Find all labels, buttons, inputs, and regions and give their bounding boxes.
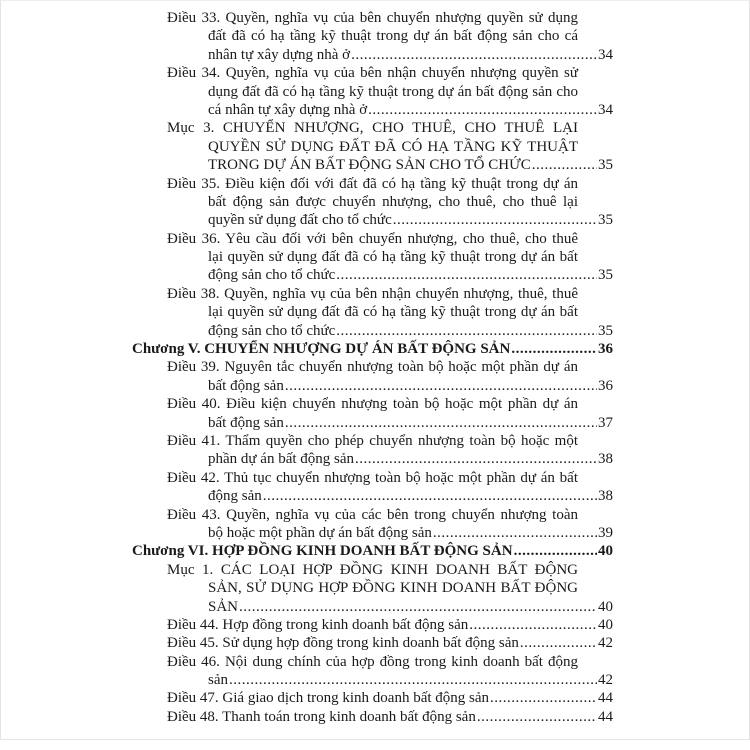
toc-entry[interactable]	[0, 358, 750, 395]
page-number: 40	[598, 598, 613, 615]
toc-entry-text: Mục 1. CÁC LOẠI HỢP ĐỒNG KINH DOANH BẤT ĐỘNG	[167, 561, 578, 578]
page-number: 35	[598, 267, 613, 284]
toc-entry-text: Điều 47. Giá giao dịch trong kinh doanh bất động sản	[167, 690, 490, 707]
toc-entry[interactable]	[0, 708, 750, 726]
page-number: 34	[598, 46, 613, 63]
table-of-contents	[0, 9, 750, 726]
toc-entry[interactable]	[0, 175, 750, 230]
toc-line	[167, 358, 578, 376]
toc-line	[208, 671, 613, 689]
toc-entry[interactable]	[0, 634, 750, 652]
dot-leader	[336, 266, 597, 284]
dot-leader	[239, 598, 597, 616]
dot-leader	[393, 211, 597, 229]
toc-line	[208, 487, 613, 505]
toc-line	[208, 414, 613, 432]
toc-entry-text: Điều 38. Quyền, nghĩa vụ của bên nhận chuyển nhượng, thuê, thuê	[167, 285, 578, 302]
dot-leader	[520, 634, 597, 652]
toc-entry-text: động sản	[208, 488, 262, 505]
toc-line	[167, 561, 578, 579]
toc-entry-text: SẢN, SỬ DỤNG HỢP ĐỒNG KINH DOANH BẤT ĐỘNG	[208, 580, 578, 597]
toc-line	[208, 156, 613, 174]
toc-entry-text: TRONG DỰ ÁN BẤT ĐỘNG SẢN CHO TỔ CHỨC	[208, 157, 531, 174]
toc-line	[208, 579, 578, 597]
toc-line	[167, 175, 578, 193]
page-number: 38	[598, 451, 613, 468]
dot-leader	[368, 101, 597, 119]
toc-entry[interactable]	[0, 64, 750, 119]
toc-entry-text: Điều 46. Nội dung chính của hợp đồng trong kinh doanh bất động	[167, 653, 578, 670]
toc-entry[interactable]	[0, 395, 750, 432]
page-number: 42	[598, 635, 613, 652]
toc-entry-text: Điều 48. Thanh toán trong kinh doanh bất động sản	[167, 708, 476, 725]
dot-leader	[229, 671, 597, 689]
toc-line	[167, 653, 578, 671]
page-number: 37	[598, 414, 613, 431]
toc-line	[208, 450, 613, 468]
page-number: 38	[598, 488, 613, 505]
toc-entry[interactable]	[0, 285, 750, 340]
toc-line	[208, 138, 578, 156]
dot-leader	[336, 322, 597, 340]
toc-entry[interactable]	[0, 689, 750, 707]
toc-entry[interactable]	[0, 432, 750, 469]
toc-line	[167, 9, 578, 27]
toc-entry-text: bất động sản	[208, 377, 284, 394]
toc-line	[167, 689, 613, 707]
toc-entry-text: Điều 44. Hợp đồng trong kinh doanh bất động sản	[167, 616, 469, 633]
toc-entry-text: động sản cho tổ chức	[208, 322, 336, 339]
toc-line	[167, 119, 578, 137]
toc-entry-text: Điều 34. Quyền, nghĩa vụ của bên nhận chuyển nhượng quyền sử	[167, 65, 578, 82]
toc-entry[interactable]	[0, 9, 750, 64]
toc-entry-text: Mục 3. CHUYỂN NHƯỢNG, CHO THUÊ, CHO THUÊ LẠI	[167, 120, 578, 137]
toc-entry-text: lại quyền sử dụng đất đã có hạ tầng kỹ thuật trong dự án bất	[208, 304, 578, 321]
toc-line	[132, 542, 613, 560]
page-number: 40	[598, 543, 613, 560]
toc-line	[167, 634, 613, 652]
toc-line	[167, 506, 578, 524]
toc-entry-text: Điều 45. Sử dụng hợp đồng trong kinh doanh bất động sản	[167, 635, 519, 652]
toc-entry-text: phần dự án bất động sản	[208, 451, 355, 468]
toc-entry-text: bất động sản được chuyển nhượng, cho thuê, cho thuê lại	[208, 193, 578, 210]
toc-entry[interactable]	[0, 230, 750, 285]
page-number: 44	[598, 690, 613, 707]
toc-line	[208, 193, 578, 211]
page-number: 35	[598, 322, 613, 339]
dot-leader	[511, 340, 597, 358]
toc-line	[208, 598, 613, 616]
toc-entry[interactable]	[0, 561, 750, 616]
page-number: 34	[598, 101, 613, 118]
toc-entry[interactable]	[0, 506, 750, 543]
toc-chapter-entry[interactable]	[0, 542, 750, 560]
toc-line	[167, 64, 578, 82]
toc-entry-text: Điều 35. Điều kiện đối với đất đã có hạ tầng kỹ thuật trong dự án	[167, 175, 578, 192]
page-number: 36	[598, 341, 613, 358]
toc-line	[167, 230, 578, 248]
dot-leader	[285, 414, 597, 432]
dot-leader	[351, 46, 597, 64]
toc-line	[208, 101, 613, 119]
toc-entry-text: Điều 43. Quyền, nghĩa vụ của các bên trong chuyển nhượng toàn	[167, 506, 578, 523]
dot-leader	[490, 689, 597, 707]
dot-leader	[532, 156, 597, 174]
toc-line	[208, 524, 613, 542]
toc-line	[208, 83, 578, 101]
toc-line	[208, 266, 613, 284]
toc-line	[208, 377, 613, 395]
toc-entry-text: dụng đất đã có hạ tầng kỹ thuật trong dự án bất động sản cho	[208, 83, 578, 100]
toc-entry-text: nhân tự xây dựng nhà ở	[208, 46, 351, 63]
toc-line	[208, 211, 613, 229]
toc-entry-text: lại quyền sử dụng đất đã có hạ tầng kỹ thuật trong dự án bất	[208, 249, 578, 266]
page-number: 42	[598, 672, 613, 689]
dot-leader	[263, 487, 597, 505]
toc-line	[208, 27, 578, 45]
toc-entry-text: Điều 40. Điều kiện chuyển nhượng toàn bộ hoặc một phần dự án	[167, 396, 578, 413]
toc-entry-text: bất động sản	[208, 414, 284, 431]
toc-entry-text: cá nhân tự xây dựng nhà ở	[208, 101, 368, 118]
toc-entry-text: sản	[208, 672, 228, 689]
toc-entry-text: quyền sử dụng đất cho tổ chức	[208, 212, 392, 229]
toc-entry-text: động sản cho tổ chức	[208, 267, 336, 284]
toc-entry-text: Điều 42. Thủ tục chuyển nhượng toàn bộ hoặc một phần dự án bất	[167, 469, 578, 486]
page-number: 44	[598, 708, 613, 725]
dot-leader	[355, 450, 597, 468]
dot-leader	[477, 708, 597, 726]
toc-line	[167, 395, 578, 413]
toc-entry-text: Điều 41. Thẩm quyền cho phép chuyển nhượng toàn bộ hoặc một	[167, 432, 578, 449]
toc-entry[interactable]	[0, 653, 750, 690]
toc-line	[208, 322, 613, 340]
dot-leader	[285, 377, 597, 395]
page-number: 39	[598, 524, 613, 541]
page-number: 40	[598, 616, 613, 633]
toc-line	[132, 340, 613, 358]
dot-leader	[469, 616, 597, 634]
toc-entry-text: đất đã có hạ tầng kỹ thuật trong dự án bất động sản cho cá	[208, 28, 578, 45]
toc-chapter-entry[interactable]	[0, 340, 750, 358]
toc-entry[interactable]	[0, 119, 750, 174]
toc-entry[interactable]	[0, 469, 750, 506]
toc-line	[167, 469, 578, 487]
toc-line	[208, 248, 578, 266]
toc-line	[208, 46, 613, 64]
toc-line	[167, 285, 578, 303]
toc-entry-text: Điều 39. Nguyên tắc chuyển nhượng toàn bộ hoặc một phần dự án	[167, 359, 578, 376]
dot-leader	[514, 542, 597, 560]
page-number: 36	[598, 377, 613, 394]
toc-entry-text: Chương VI. HỢP ĐỒNG KINH DOANH BẤT ĐỘNG SẢN	[132, 543, 513, 560]
dot-leader	[433, 524, 597, 542]
toc-entry-text: Điều 33. Quyền, nghĩa vụ của bên chuyển nhượng quyền sử dụng	[167, 10, 578, 26]
toc-entry-text: SẢN	[208, 598, 239, 615]
toc-entry[interactable]	[0, 616, 750, 634]
toc-line	[208, 303, 578, 321]
toc-entry-text: Chương V. CHUYỂN NHƯỢNG DỰ ÁN BẤT ĐỘNG SẢN	[132, 341, 511, 358]
toc-line	[167, 432, 578, 450]
toc-line	[167, 708, 613, 726]
toc-line	[167, 616, 613, 634]
toc-entry-text: Điều 36. Yêu cầu đối với bên chuyển nhượng, cho thuê, cho thuê	[167, 230, 578, 247]
toc-entry-text: QUYỀN SỬ DỤNG ĐẤT ĐÃ CÓ HẠ TẦNG KỸ THUẬT	[208, 138, 578, 155]
page-number: 35	[598, 212, 613, 229]
page-number: 35	[598, 157, 613, 174]
toc-entry-text: bộ hoặc một phần dự án bất động sản	[208, 524, 432, 541]
